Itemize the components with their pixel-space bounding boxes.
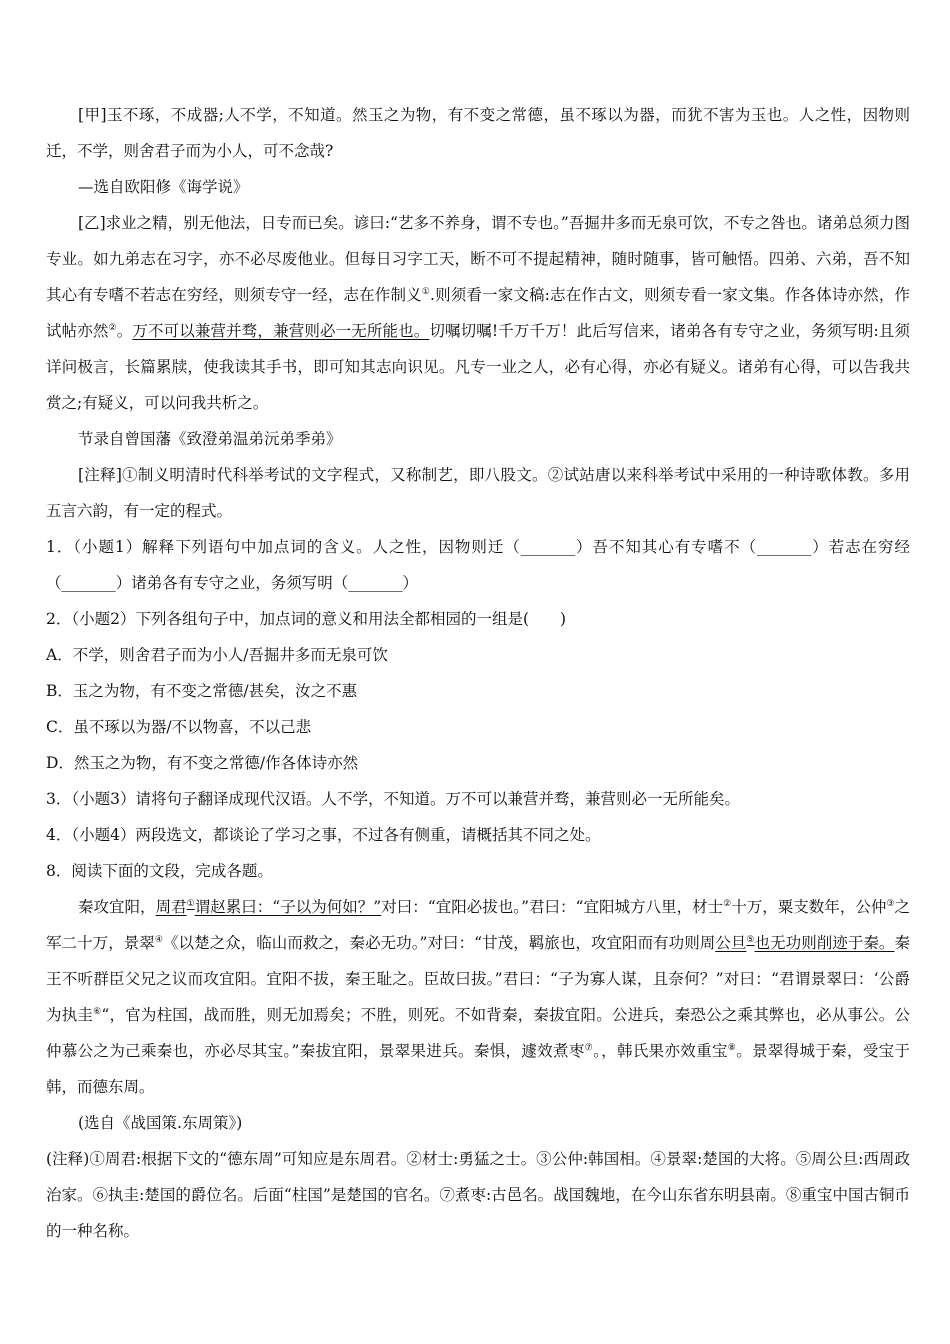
qin-text-5: 《以楚之众，临山而救之，秦必无功。”对曰：“甘茂，羁旅也，攻宜阳而有功则周 — [162, 934, 716, 952]
qin-underline-2: 谓赵累曰：“子以为何如？” — [194, 898, 382, 916]
footnote-marker-gongzhong: ③ — [886, 898, 895, 909]
question-3: 3．（小题3）请将句子翻译成现代汉语。人不学，不知道。万不可以兼营并骛，兼营则必一无所能矣。 — [46, 790, 740, 808]
footnote-marker-zhigui: ⑥ — [93, 1006, 102, 1017]
passage-jia-source: —选自欧阳修《诲学说》 — [78, 178, 249, 196]
footnote-marker-zhuzao: ⑦ — [584, 1042, 594, 1053]
question-8: 8．阅读下面的文段，完成各题。 — [46, 862, 273, 880]
option-c: C．虽不琢以为器/不以物喜，不以己悲 — [46, 718, 312, 736]
passage-jia: [甲]玉不琢，不成器;人不学，不知道。然玉之为物，有不变之常德，虽不琢以为器，而犹不害为玉也。人之性，因物则迁，不学，则舍君子而为小人，可不念哉? — [46, 106, 910, 160]
question-2: 2．（小题2）下列各组句子中，加点词的意义和用法全都相园的一组是( ) — [46, 610, 567, 628]
footnote-marker-caishi: ② — [723, 898, 732, 909]
passage-note: [注释]①制义明清时代科举考试的文字程式，又称制艺，即八股文。②试站唐以来科举考试中采用的一种诗歌体教。多用五言六韵，有一定的程式。 — [46, 466, 910, 520]
question-1: 1．（小题1）解释下列语句中加点词的含义。人之性，因物则迁（_______）吾不知其心有专嗜不（_______）若志在穷经（_______）诸弟各有专守之业，务须写明（_______） — [46, 538, 910, 592]
passage-yi-text-2: .则须看一家文稿:志在作古文，则须专看一家文集。作各体诗亦然，作试帖亦然 — [46, 286, 910, 340]
qin-text-1: 秦攻宜阳， — [78, 898, 156, 916]
qin-text-8: 。，韩氏果亦效重宝 — [593, 1042, 728, 1060]
qin-underline-1: 周君 — [155, 898, 187, 916]
underlined-sentence: 万不可以兼营并骛，兼营则必一无所能也。 — [132, 322, 430, 340]
footnote-marker-zhougongdan: ⑤ — [746, 934, 755, 945]
passage-yi-punct: 。 — [116, 322, 133, 340]
document-page — [46, 97, 910, 1249]
passage-qin-note: (注释)①周君:根据下文的“德东周”可知应是东周君。②材士:勇猛之士。③公仲:韩国相。④景翠:楚国的大将。⑤周公旦:西周政治家。⑥执圭:楚国的爵位名。后面“柱国”是楚国的官名。⑦煮枣:古邑名。战国魏地，在今山东省东明县南。⑧重宝中国古铜币的一种名称。 — [46, 1150, 910, 1240]
qin-text-2: 对曰：“宜阳必拔也。”君曰：“宜阳城方八里，材士 — [381, 898, 724, 916]
passage-yi — [46, 205, 910, 421]
footnote-marker-zhongbao: ⑧ — [727, 1042, 737, 1053]
passage-qin-source: (选自《战国策.东周策》) — [78, 1114, 243, 1132]
qin-text-9: 。景翠得城于秦，受宝于韩，而德东周。 — [46, 1042, 910, 1096]
qin-text-3: 十万，粟支数年，公仲 — [731, 898, 887, 916]
qin-underline-3: 公旦 — [715, 934, 747, 952]
qin-text-7: “，官为柱国，战而胜，则无加焉矣；不胜，则死。不如背秦，秦拔宜阳。公进兵，秦恐公之乘其弊也，必从事公。公仲慕公之为己乘秦也，亦必尽其宝。”秦拔宜阳，景翠果进兵。秦惧，遽效煮枣 — [46, 1006, 910, 1060]
footnote-marker-1: ① — [421, 286, 430, 297]
passage-yi-text-1: [乙]求业之精，别无他法，日专而已矣。谚曰:“艺多不养身，谓不专也。”吾掘井多而无泉可饮，不专之咎也。诸弟总须力图专业。如九弟志在习字，亦不必尽废他业。但每日习字工天，断不可不提起精神，随时随事，皆可触悟。四弟、六弟，吾不知其心有专嗜不若志在穷经，则须专守一经，志在作制义 — [46, 214, 910, 304]
passage-yi-text-4: 切嘱切嘱!千万千万！此后写信来，诸弟各有专守之业，务须写明:且须详问极言，长篇累牍，使我读其手书，即可知其志向识见。凡专一业之人，必有心得，亦必有疑义。诸弟有心得，可以告我共赏之;有疑义，可以问我共析之。 — [46, 322, 910, 412]
qin-underline-4: 也无功则削迹于秦。 — [754, 934, 895, 952]
footnote-marker-2: ② — [108, 322, 117, 333]
option-d: D．然玉之为物，有不变之常德/作各体诗亦然 — [46, 754, 359, 772]
footnote-marker-zhoujun: ① — [186, 898, 195, 909]
question-4: 4．（小题4）两段选文，都谈论了学习之事，不过各有侧重，请概括其不同之处。 — [46, 826, 601, 844]
option-a: A．不学，则舍君子而为小人/吾掘井多而无泉可饮 — [46, 646, 388, 664]
footnote-marker-jingcui: ④ — [154, 934, 163, 945]
option-b: B．玉之为物，有不变之常德/甚矣，汝之不惠 — [46, 682, 358, 700]
qin-text-4: 之军二十万，景翠 — [46, 898, 910, 952]
passage-yi-source: 节录自曾国藩《致澄弟温弟沅弟季弟》 — [78, 430, 342, 448]
passage-qin — [46, 889, 910, 1105]
qin-text-6: 秦王不听群臣父兄之议而攻宜阳。宜阳不拔，秦王耻之。臣故曰拔。”君曰：“子为寡人谋，且奈何？”对曰：“君谓景翠曰：‘公爵为执圭 — [46, 934, 910, 1024]
